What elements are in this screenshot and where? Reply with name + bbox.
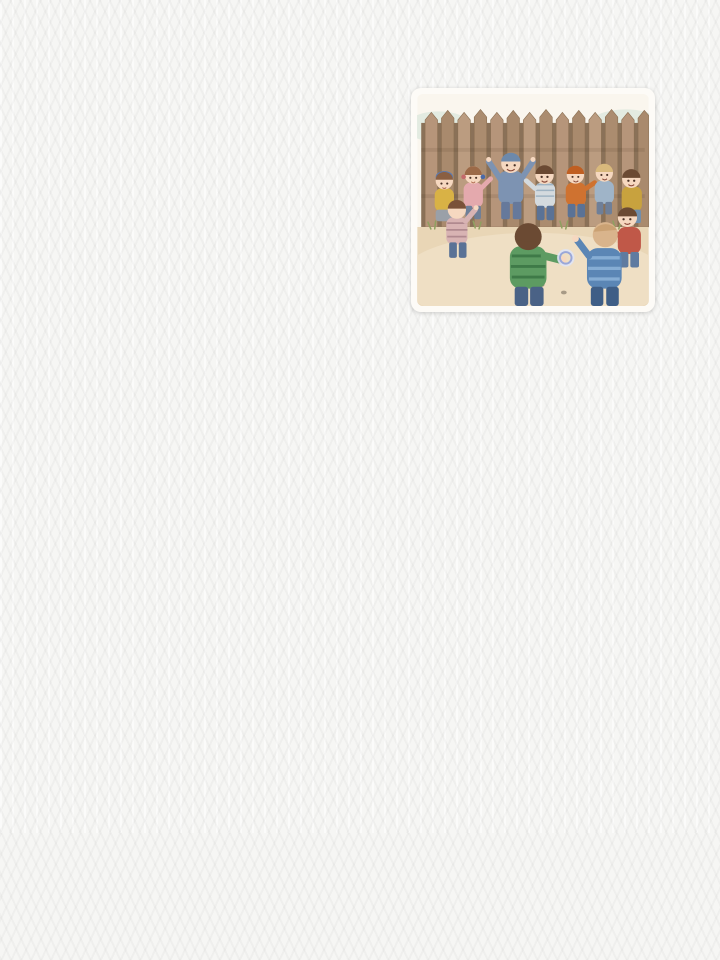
children-game-image bbox=[417, 94, 649, 306]
illustration-children-playing bbox=[411, 88, 655, 312]
slide-content bbox=[0, 55, 720, 324]
knit-border-bottom bbox=[0, 833, 720, 960]
knit-border-top bbox=[0, 0, 720, 42]
